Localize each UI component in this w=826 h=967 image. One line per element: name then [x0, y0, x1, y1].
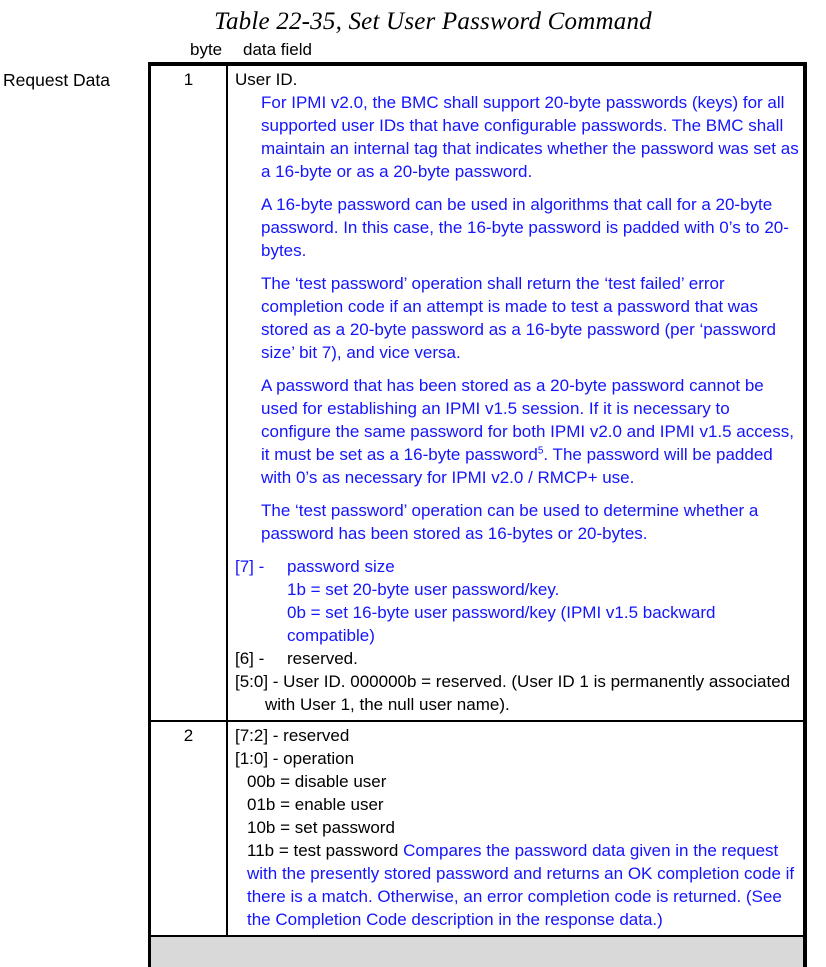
column-header-data-field: data field — [243, 40, 312, 59]
table-row-byte-2 — [151, 722, 803, 937]
bit-tag: [7] - — [235, 557, 265, 576]
paragraph: The ‘test password’ operation can be used to determine whether a password has been stored as 16-bytes or 20-bytes. — [261, 501, 759, 543]
bit-7 — [235, 555, 799, 578]
byte-number: 1 — [151, 66, 228, 720]
paragraph-text: A password that has been stored as a 20-byte password cannot be used for establishing an IPMI v1.5 session. If it is necessary to configure the same password for both IPMI v2.0 and IPMI v1.5 access, it must be set as a 16-byte password — [261, 376, 794, 464]
data-field — [228, 722, 803, 935]
table-title: Table 22-35, Set User Password Command — [214, 8, 652, 35]
bit-label: reserved. — [287, 649, 358, 668]
field-heading: User ID. — [235, 70, 298, 89]
paragraph-text: . The password will be padded with 0’s as necessary for IPMI v2.0 / RMCP+ use. — [261, 445, 773, 487]
section-header-row — [151, 937, 803, 967]
bit-option: 0b = set 16-byte user password/key (IPMI v1.5 backward compatible) — [287, 603, 716, 645]
operation-option: 00b = disable user — [247, 772, 387, 791]
paragraph — [261, 374, 799, 489]
byte-number: 2 — [151, 722, 228, 935]
paragraph: For IPMI v2.0, the BMC shall support 20-byte passwords (keys) for all supported user IDs that have configurable passwords. The BMC shall maintain an internal tag that indicates whether the password was set as a 16-byte or as a 20-byte password. — [261, 93, 799, 181]
request-data-label: Request Data — [3, 70, 111, 90]
footnote-marker[interactable]: 5 — [537, 445, 544, 457]
operation-option: 01b = enable user — [247, 795, 384, 814]
bits-7-2: [7:2] - reserved — [235, 726, 350, 745]
paragraph: A 16-byte password can be used in algorithms that call for a 20-byte password. In this case, the 16-byte password is padded with 0’s to 20-bytes. — [261, 195, 789, 260]
column-header-byte: byte — [190, 40, 223, 59]
operation-option — [247, 839, 799, 931]
data-field — [228, 66, 803, 720]
bit-option: 1b = set 20-byte user password/key. — [287, 580, 560, 599]
operation-option: 10b = set password — [247, 818, 395, 837]
bit-6 — [235, 647, 799, 670]
bit-tag: [6] - — [235, 649, 265, 668]
operation-label: 11b = test password — [247, 841, 399, 860]
operation-description: Compares the password data given in the request with the presently stored password and returns an OK completion code if there is a match. Otherwise, an error completion code is returned. (See the Completion Code description in the response data.) — [247, 841, 795, 929]
bit-5-0-continued: with User 1, the null user name). — [265, 695, 510, 714]
paragraph: The ‘test password’ operation shall return the ‘test failed’ error completion code if an attempt is made to test a password that was stored as a 20-byte password as a 16-byte password (per ‘password size’ bit 7), and vice versa. — [261, 274, 776, 362]
bit-label: password size — [287, 557, 395, 576]
bit-5-0: [5:0] - User ID. 000000b = reserved. (User ID 1 is permanently associated — [235, 672, 791, 691]
command-table — [148, 62, 807, 967]
bits-1-0: [1:0] - operation — [235, 749, 355, 768]
table-row-byte-1 — [151, 66, 803, 722]
